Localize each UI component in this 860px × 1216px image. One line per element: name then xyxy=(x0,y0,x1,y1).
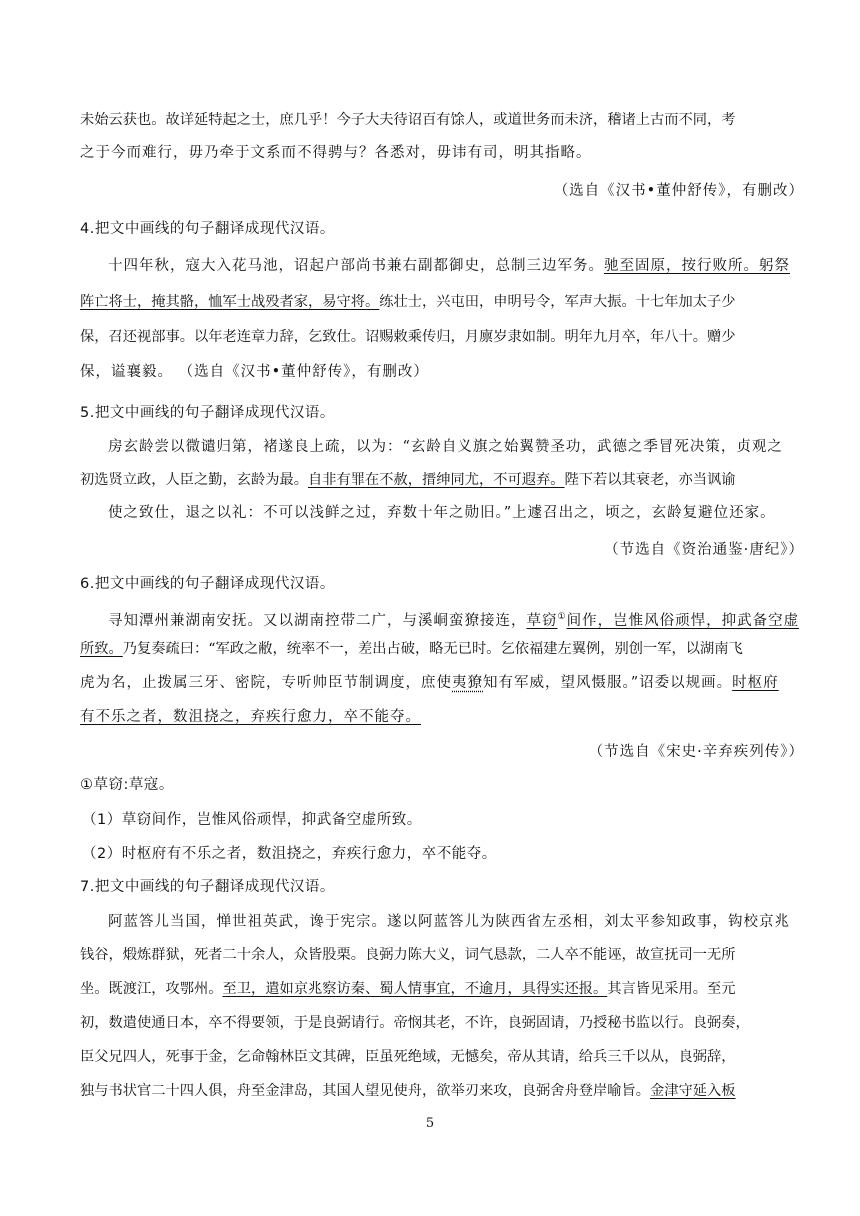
text-line: 使之致仕，退之以礼：不可以浅鲜之过，弃数十年之勋旧。”上遽召出之，顷之，玄龄复避位还家。 xyxy=(108,505,776,521)
text-line: 寻知潭州兼湖南安抚。又以湖南控带二广，与溪峒蛮獠接连，草窃①间作，岂惟风俗顽悍，抑武备空虚 xyxy=(108,612,800,629)
underlined-sentence: 有不乐之者，数沮挠之，弃疾行愈力，卒不能夺。 xyxy=(80,709,421,725)
underlined-sentence: 所致。 xyxy=(80,641,123,657)
dotted-word: 夷獠 xyxy=(452,675,483,691)
question-heading: 6.把文中画线的句子翻译成现代汉语。 xyxy=(80,576,335,592)
underlined-sentence: 至卫，遣如京兆察访秦、蜀人情事宜，不逾月，具得实还报。 xyxy=(222,981,608,997)
text-line: 保，谥襄毅。 （选自《汉书•董仲舒传》，有删改） xyxy=(80,364,429,380)
underlined-sentence: 阵亡将士，掩其骼，恤军士战殁者家，易守将。 xyxy=(80,294,380,310)
underlined-sentence: 间作，岂惟风俗顽悍，抑武备空虚 xyxy=(566,612,800,629)
text-line: 十四年秋，寇大入花马池，诏起户部尚书兼右副都御史，总制三边军务。驰至固原，按行败所。躬祭 xyxy=(108,258,790,274)
question-heading: 7.把文中画线的句子翻译成现代汉语。 xyxy=(80,879,335,895)
text-line xyxy=(80,707,780,727)
source-citation: （选自《汉书•董仲舒传》，有删改） xyxy=(553,183,804,199)
text-line: 所致。乃复奏疏曰：“军政之敝，统率不一，差出占破，略无已时。乞依福建左翼例，别创一军，以湖南飞 xyxy=(80,641,743,657)
text-line: 房玄龄尝以微谴归第，褚遂良上疏，以为：“玄龄自义旗之始翼赞圣功，武德之季冒死决策，贞观之 xyxy=(108,439,783,455)
text-line: 阵亡将士，掩其骼，恤军士战殁者家，易守将。练壮士，兴屯田，申明号令，军声大振。十七年加太子少 xyxy=(80,294,736,310)
text-line: 保，召还视部事。以年老连章力辞，乞致仕。诏赐敕乘传归，月廪岁隶如制。明年九月卒，年八十。赠少 xyxy=(80,329,736,345)
text-line: 虎为名，止拨属三牙、密院，专听帅臣节制调度，庶使夷獠知有军威，望风慑服。”诏委以规画。时枢府 xyxy=(80,675,779,691)
underlined-sentence: 驰至固原，按行败所。躬祭 xyxy=(604,258,790,274)
text-line: 未始云获也。故详延特起之士，庶几乎！今子大夫待诏百有馀人，或道世务而未济，稽诸上古而不同，考 xyxy=(80,112,736,128)
sub-question: （1）草窃间作，岂惟风俗顽悍，抑武备空虚所致。 xyxy=(82,812,422,828)
source-citation: （节选自《宋史·辛弃疾列传》） xyxy=(588,744,804,760)
question-heading: 5.把文中画线的句子翻译成现代汉语。 xyxy=(80,405,335,421)
page-number: 5 xyxy=(425,1116,435,1131)
text-line: 臣父兄四人，死事于金，乞命翰林臣文其碑，臣虽死绝域，无憾矣，帝从其请，给兵三千以从，良弼辞， xyxy=(80,1049,736,1065)
underlined-sentence: 金津守延入板 xyxy=(650,1083,736,1099)
text-line: 之于今而难行，毋乃牵于文系而不得骋与？各悉对，毋讳有司，明其指略。 xyxy=(80,145,592,161)
footnote-marker: ① xyxy=(557,612,567,622)
text-line: 钱谷，煅炼群狱，死者二十余人，众皆股栗。良弼力陈大义，词气恳款，二人卒不能诬，故宣抚司一无所 xyxy=(80,947,736,963)
text-line: 独与书状官二十四人俱，舟至金津岛，其国人望见使舟，欲举刃来攻，良弼舍舟登岸喻旨。金津守延入板 xyxy=(80,1083,736,1099)
footnote: ①草窃:草寇。 xyxy=(80,777,174,793)
text-line: 初，数遣使通日本，卒不得要领，于是良弼请行。帝悯其老，不许，良弼固请，乃授秘书监以行。良弼奏， xyxy=(80,1015,750,1031)
question-heading: 4.把文中画线的句子翻译成现代汉语。 xyxy=(80,221,335,237)
underlined-sentence: 草窃 xyxy=(526,612,558,629)
text-line: 坐。既渡江，攻鄂州。至卫，遣如京兆察访秦、蜀人情事宜，不逾月，具得实还报。其言皆见采用。至元 xyxy=(80,981,736,997)
underlined-sentence: 自非有罪在不赦，搢绅同尤，不可遐弃。 xyxy=(308,472,565,488)
source-citation: （节选自《资治通鉴·唐纪》） xyxy=(604,542,804,558)
text-line: 初选贤立政，人臣之勤，玄龄为最。自非有罪在不赦，搢绅同尤，不可遐弃。陛下若以其衰老，亦当讽谕 xyxy=(80,472,736,488)
sub-question: （2）时枢府有不乐之者，数沮挠之，弃疾行愈力，卒不能夺。 xyxy=(82,846,497,862)
text-line: 阿蓝答儿当国，惮世祖英武，谗于宪宗。遂以阿蓝答儿为陕西省左丞相，刘太平参知政事，钩校京兆 xyxy=(108,914,790,930)
underlined-sentence: 时枢府 xyxy=(732,675,779,691)
